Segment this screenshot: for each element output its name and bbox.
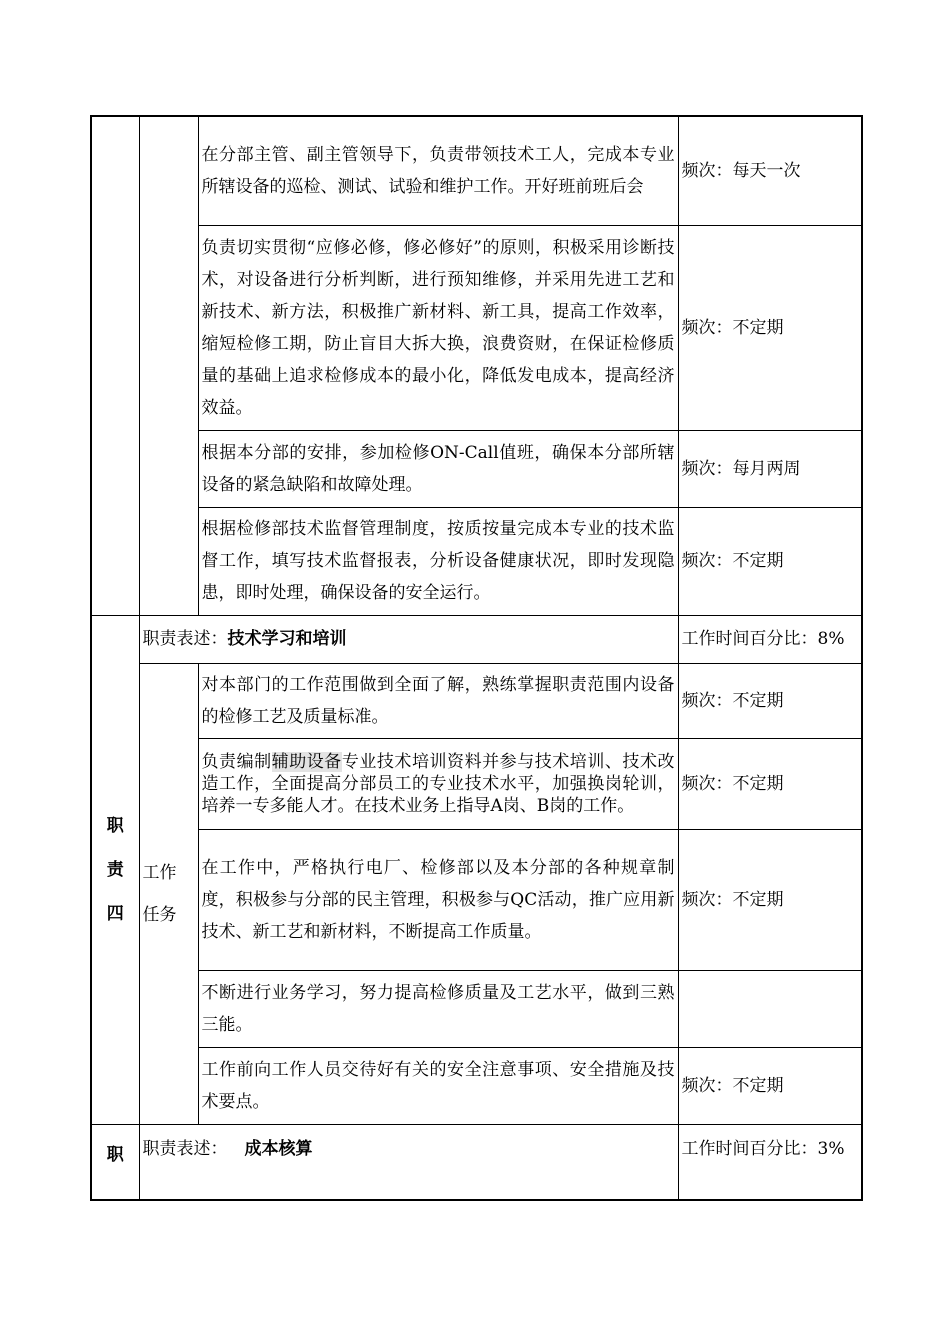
section4-label	[91, 615, 139, 1124]
duty-description	[139, 1124, 678, 1200]
label-char: 职	[106, 815, 124, 836]
task-text: 在工作中，严格执行电厂、检修部以及本分部的各种规章制度，积极参与分部的民主管理，积极参与QC活动，推广应用新技术、新工艺和新材料，不断提高工作质量。	[198, 829, 678, 970]
section3-label-cell	[91, 116, 139, 615]
section5-label	[91, 1124, 139, 1200]
work-task-label-line: 工作	[142, 862, 177, 883]
task-row	[91, 116, 862, 225]
duty-title: 成本核算	[244, 1138, 313, 1159]
highlighted-text: 辅助设备	[271, 751, 342, 772]
duty-description-prefix: 职责表述：	[142, 1138, 228, 1159]
task-frequency: 频次：不定期	[678, 225, 862, 430]
task-row	[91, 430, 862, 507]
task-row	[91, 1047, 862, 1124]
task-text	[198, 738, 678, 829]
task-row	[91, 225, 862, 430]
task-row	[91, 663, 862, 738]
task-text: 根据检修部技术监督管理制度，按质按量完成本专业的技术监督工作，填写技术监督报表，分析设备健康状况，即时发现隐患，即时处理，确保设备的安全运行。	[198, 507, 678, 615]
label-char: 责	[106, 859, 124, 880]
task-frequency: 频次：不定期	[678, 1047, 862, 1124]
duty-description-row	[91, 615, 862, 663]
duty-description-prefix: 职责表述：	[142, 629, 228, 649]
task-text-part: 负责编制	[201, 751, 272, 772]
label-char: 职	[106, 1144, 124, 1165]
task-frequency: 频次：每月两周	[678, 430, 862, 507]
task-text: 不断进行业务学习，努力提高检修质量及工艺水平，做到三熟三能。	[198, 970, 678, 1047]
task-frequency: 频次：不定期	[678, 738, 862, 829]
task-row	[91, 507, 862, 615]
work-time-percentage: 工作时间百分比：3%	[678, 1124, 862, 1200]
task-frequency: 频次：每天一次	[678, 116, 862, 225]
task-text: 负责切实贯彻“应修必修，修必修好”的原则，积极采用诊断技术，对设备进行分析判断，进行预知维修，并采用先进工艺和新技术、新方法，积极推广新材料、新工具，提高工作效率，缩短检修工期，防止盲目大拆大换，浪费资财，在保证检修质量的基础上追求检修成本的最小化，降低发电成本，提高经济效益。	[198, 225, 678, 430]
task-frequency: 频次：不定期	[678, 507, 862, 615]
duty-description-row	[91, 1124, 862, 1200]
task-text-part: 专业技术培训资料并参与技术培训、技术改造工作，全面提高分部员工的专业技术水平，加强换岗轮训，培养一专多能人才。在技术业务上指导A岗、B岗的工作。	[201, 751, 675, 816]
task-row	[91, 738, 862, 829]
section3-work-label-cell	[139, 116, 198, 615]
task-text: 对本部门的工作范围做到全面了解，熟练掌握职责范围内设备的检修工艺及质量标准。	[198, 663, 678, 738]
label-char: 四	[106, 903, 124, 924]
task-text: 工作前向工作人员交待好有关的安全注意事项、安全措施及技术要点。	[198, 1047, 678, 1124]
task-frequency	[678, 970, 862, 1047]
work-time-percentage: 工作时间百分比：8%	[678, 615, 862, 663]
work-task-label	[139, 663, 198, 1124]
duty-description	[139, 615, 678, 663]
task-text: 根据本分部的安排，参加检修ON-Call值班，确保本分部所辖设备的紧急缺陷和故障处理。	[198, 430, 678, 507]
duty-table	[90, 115, 863, 1201]
task-frequency: 频次：不定期	[678, 829, 862, 970]
duty-table-page	[90, 115, 861, 1201]
duty-title: 技术学习和培训	[227, 629, 347, 649]
task-row	[91, 970, 862, 1047]
task-frequency: 频次：不定期	[678, 663, 862, 738]
work-task-label-line: 任务	[142, 904, 177, 925]
task-text: 在分部主管、副主管领导下，负责带领技术工人，完成本专业所辖设备的巡检、测试、试验和维护工作。开好班前班后会	[198, 116, 678, 225]
task-row	[91, 829, 862, 970]
